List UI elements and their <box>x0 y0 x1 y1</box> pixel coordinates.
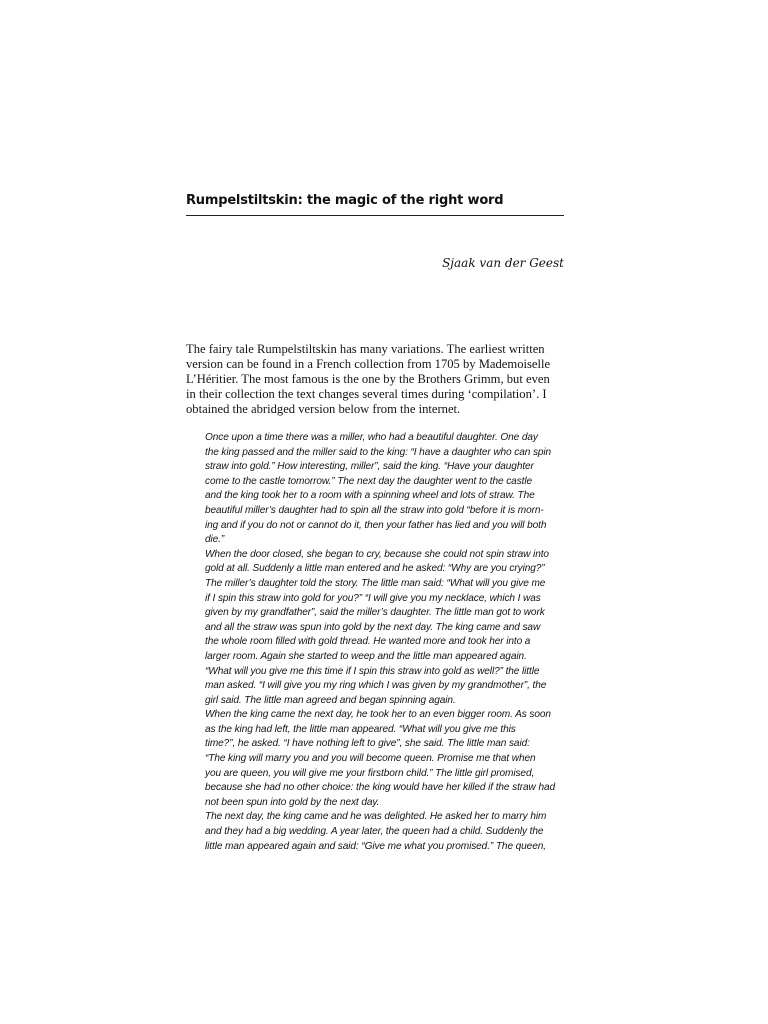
story-line: not been spun into gold by the next day. <box>205 796 380 808</box>
intro-line: in their collection the text changes several times during ‘compilation’. I <box>186 387 547 401</box>
story-line: larger room. Again she started to weep and the little man appeared again. <box>205 650 527 662</box>
story-line: come to the castle tomorrow.” The next day the daughter went to the castle <box>205 475 532 487</box>
story-line: and they had a big wedding. A year later, the queen had a child. Suddenly the <box>205 826 544 838</box>
story-line: man asked. “I will give you my ring which I was given by my grandmother”, the <box>205 680 547 692</box>
story-line: time?”, he asked. “I have nothing left to give”, she said. The little man said: <box>205 738 530 750</box>
story-line: beautiful miller’s daughter had to spin all the straw into gold “before it is morn- <box>205 504 544 516</box>
story-line: you are queen, you will give me your firstborn child.” The little girl promised, <box>205 767 535 779</box>
story-line: When the door closed, she began to cry, because she could not spin straw into <box>205 548 549 560</box>
story-line: girl said. The little man agreed and began spinning again. <box>205 694 456 706</box>
title-divider <box>186 215 564 216</box>
story-line: When the king came the next day, he took her to an even bigger room. As soon <box>205 709 551 721</box>
author-name: Sjaak van der Geest <box>442 256 564 270</box>
story-line: the whole room filled with gold thread. He wanted more and took her into a <box>205 636 531 648</box>
story-line: “What will you give me this time if I spin this straw into gold as well?” the little <box>205 665 540 677</box>
story-line: The next day, the king came and he was delighted. He asked her to marry him <box>205 811 547 823</box>
story-line: and all the straw was spun into gold by the next day. The king came and saw <box>205 621 541 633</box>
story-line: The miller’s daughter told the story. The little man said: “What will you give me <box>205 577 546 589</box>
story-line: because she had no other choice: the king would have her killed if the straw had <box>205 782 555 794</box>
story-line: as the king had left, the little man appeared. “What will you give me this <box>205 723 516 735</box>
story-line: little man appeared again and said: “Give me what you promised.” The queen, <box>205 840 546 852</box>
story-line: the king passed and the miller said to the king: “I have a daughter who can spin <box>205 446 552 458</box>
story-line: gold at all. Suddenly a little man entered and he asked: “Why are you crying?” <box>205 563 545 575</box>
intro-line: L’Héritier. The most famous is the one by the Brothers Grimm, but even <box>186 372 550 386</box>
article-title: Rumpelstiltskin: the magic of the right word <box>186 193 504 208</box>
story-line: if I spin this straw into gold for you?” “I will give you my necklace, which I was <box>205 592 541 604</box>
story-line: die.” <box>205 534 225 546</box>
story-line: and the king took her to a room with a spinning wheel and lots of straw. The <box>205 490 535 502</box>
story-line: “The king will marry you and you will become queen. Promise me that when <box>205 753 536 765</box>
intro-line: The fairy tale Rumpelstiltskin has many variations. The earliest written <box>186 342 545 356</box>
intro-line: version can be found in a French collection from 1705 by Mademoiselle <box>186 357 551 371</box>
story-line: given by my grandfather”, said the miller’s daughter. The little man got to work <box>205 607 545 619</box>
story-line: Once upon a time there was a miller, who had a beautiful daughter. One day <box>205 432 538 443</box>
intro-paragraph <box>186 342 576 417</box>
story-line: ing and if you do not or cannot do it, then your father has lied and you will both <box>205 519 547 531</box>
story-line: straw into gold.” How interesting, miller”, said the king. “Have your daughter <box>205 461 534 473</box>
intro-line: obtained the abridged version below from the internet. <box>186 402 461 416</box>
story-quote-block <box>205 431 570 854</box>
